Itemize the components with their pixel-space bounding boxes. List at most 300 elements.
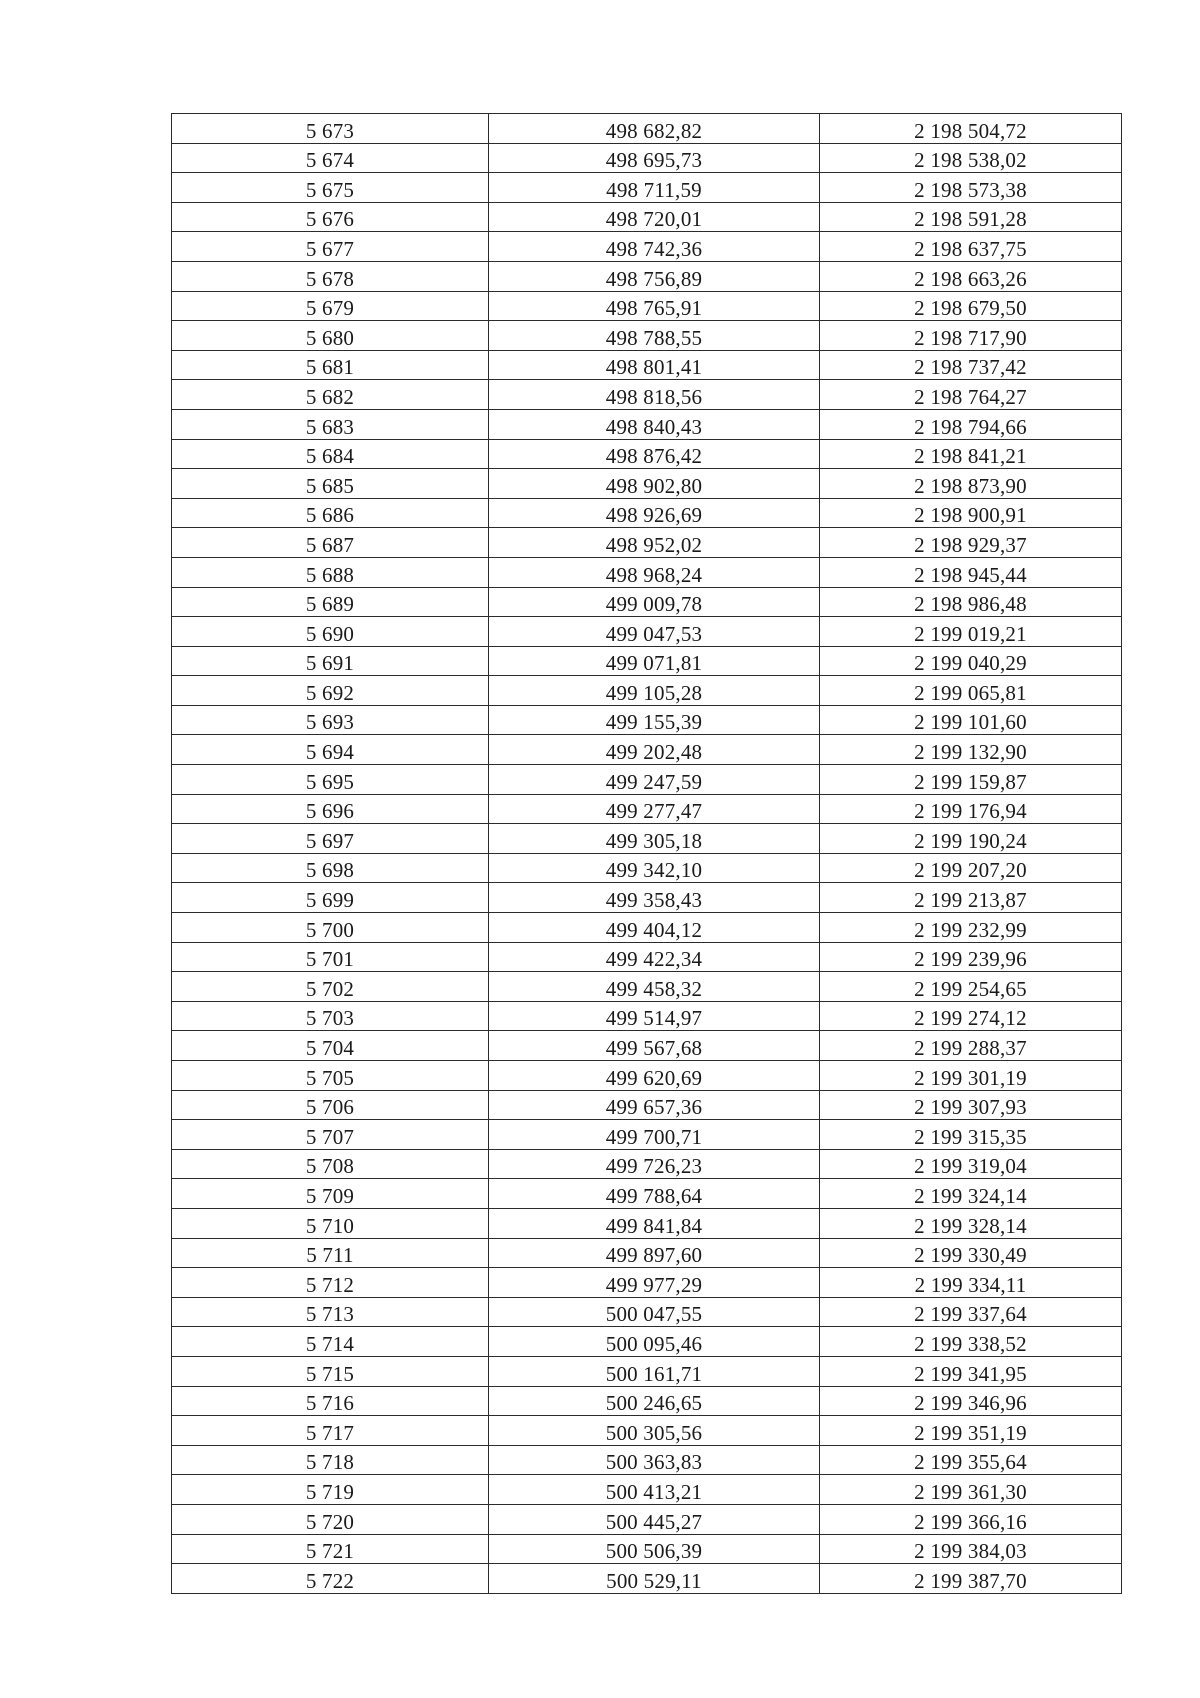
point-number-cell <box>172 439 489 469</box>
point-number-cell <box>172 232 489 262</box>
y-coordinate-cell <box>820 646 1122 676</box>
x-coordinate-cell <box>489 942 820 972</box>
x-coordinate-cell <box>489 1445 820 1475</box>
cell-text: 498 711,59 <box>606 177 702 202</box>
x-coordinate-cell <box>489 1534 820 1564</box>
point-number-cell <box>172 469 489 499</box>
x-coordinate-cell <box>489 1179 820 1209</box>
x-coordinate-cell <box>489 1386 820 1416</box>
x-coordinate-cell <box>489 1208 820 1238</box>
cell-text: 499 422,34 <box>605 947 703 972</box>
y-coordinate-cell <box>820 1149 1122 1179</box>
cell-text: 2 199 232,99 <box>914 917 1027 942</box>
point-number-cell <box>172 261 489 291</box>
x-coordinate-cell <box>489 587 820 617</box>
table-row <box>172 824 1122 854</box>
point-number-cell <box>172 350 489 380</box>
y-coordinate-cell <box>820 735 1122 765</box>
y-coordinate-cell <box>820 1386 1122 1416</box>
cell-text: 499 458,32 <box>605 976 703 1001</box>
table-row <box>172 1208 1122 1238</box>
cell-text: 5 696 <box>305 799 355 824</box>
point-number-cell <box>172 1327 489 1357</box>
y-coordinate-cell <box>820 409 1122 439</box>
cell-text: 499 788,64 <box>605 1183 703 1208</box>
x-coordinate-cell <box>489 1475 820 1505</box>
cell-text: 499 358,43 <box>605 888 703 913</box>
point-number-cell <box>172 1356 489 1386</box>
cell-text: 5 675 <box>305 177 355 202</box>
y-coordinate-cell <box>820 1416 1122 1446</box>
y-coordinate-cell <box>820 439 1122 469</box>
table-row <box>172 883 1122 913</box>
cell-text: 5 719 <box>305 1479 355 1504</box>
cell-text: 5 697 <box>305 828 355 853</box>
cell-text: 5 698 <box>305 858 355 883</box>
table-row <box>172 409 1122 439</box>
cell-text: 2 199 159,87 <box>914 769 1027 794</box>
cell-text: 499 977,29 <box>605 1272 703 1297</box>
x-coordinate-cell <box>489 380 820 410</box>
cell-text: 5 677 <box>305 236 355 261</box>
cell-text: 5 687 <box>305 532 355 557</box>
y-coordinate-cell <box>820 143 1122 173</box>
cell-text: 2 199 384,03 <box>914 1539 1027 1564</box>
cell-text: 2 199 019,21 <box>914 621 1027 646</box>
y-coordinate-cell <box>820 1238 1122 1268</box>
x-coordinate-cell <box>489 617 820 647</box>
table-row <box>172 646 1122 676</box>
cell-text: 500 529,11 <box>606 1568 702 1593</box>
point-number-cell <box>172 202 489 232</box>
point-number-cell <box>172 1504 489 1534</box>
table-row <box>172 557 1122 587</box>
cell-text: 5 684 <box>305 444 355 469</box>
cell-text: 500 305,56 <box>605 1420 703 1445</box>
cell-text: 2 199 254,65 <box>914 976 1027 1001</box>
table-row <box>172 114 1122 144</box>
cell-text: 2 199 274,12 <box>914 1006 1027 1031</box>
cell-text: 2 199 351,19 <box>914 1420 1027 1445</box>
cell-text: 500 413,21 <box>605 1479 703 1504</box>
x-coordinate-cell <box>489 321 820 351</box>
cell-text: 2 198 573,38 <box>914 177 1027 202</box>
point-number-cell <box>172 1120 489 1150</box>
cell-text: 499 155,39 <box>605 710 703 735</box>
x-coordinate-cell <box>489 173 820 203</box>
x-coordinate-cell <box>489 676 820 706</box>
cell-text: 499 202,48 <box>605 740 703 765</box>
cell-text: 498 788,55 <box>605 325 703 350</box>
cell-text: 2 199 330,49 <box>914 1243 1027 1268</box>
point-number-cell <box>172 1149 489 1179</box>
cell-text: 499 247,59 <box>605 769 703 794</box>
cell-text: 500 047,55 <box>605 1302 703 1327</box>
coordinates-table <box>171 113 1122 1594</box>
cell-text: 499 047,53 <box>605 621 703 646</box>
cell-text: 2 199 132,90 <box>914 740 1027 765</box>
x-coordinate-cell <box>489 1356 820 1386</box>
y-coordinate-cell <box>820 705 1122 735</box>
x-coordinate-cell <box>489 883 820 913</box>
cell-text: 5 678 <box>305 266 355 291</box>
cell-text: 5 722 <box>305 1568 355 1593</box>
cell-text: 2 199 315,35 <box>914 1124 1027 1149</box>
x-coordinate-cell <box>489 232 820 262</box>
point-number-cell <box>172 1061 489 1091</box>
table-row <box>172 1504 1122 1534</box>
table-row <box>172 173 1122 203</box>
y-coordinate-cell <box>820 617 1122 647</box>
x-coordinate-cell <box>489 1416 820 1446</box>
table-row <box>172 202 1122 232</box>
cell-text: 498 756,89 <box>605 266 703 291</box>
cell-text: 2 198 986,48 <box>914 592 1027 617</box>
cell-text: 2 198 663,26 <box>914 266 1027 291</box>
point-number-cell <box>172 1268 489 1298</box>
point-number-cell <box>172 1564 489 1594</box>
y-coordinate-cell <box>820 1327 1122 1357</box>
cell-text: 2 198 900,91 <box>914 503 1027 528</box>
cell-text: 498 876,42 <box>605 444 703 469</box>
cell-text: 499 726,23 <box>605 1154 703 1179</box>
cell-text: 2 199 338,52 <box>914 1331 1027 1356</box>
point-number-cell <box>172 646 489 676</box>
x-coordinate-cell <box>489 1268 820 1298</box>
cell-text: 2 199 387,70 <box>914 1568 1027 1593</box>
y-coordinate-cell <box>820 202 1122 232</box>
table-row <box>172 735 1122 765</box>
y-coordinate-cell <box>820 587 1122 617</box>
y-coordinate-cell <box>820 676 1122 706</box>
point-number-cell <box>172 1386 489 1416</box>
table-row <box>172 1356 1122 1386</box>
point-number-cell <box>172 824 489 854</box>
cell-text: 2 199 288,37 <box>914 1036 1027 1060</box>
x-coordinate-cell <box>489 114 820 144</box>
x-coordinate-cell <box>489 439 820 469</box>
table-row <box>172 1238 1122 1268</box>
y-coordinate-cell <box>820 528 1122 558</box>
x-coordinate-cell <box>489 1120 820 1150</box>
point-number-cell <box>172 143 489 173</box>
point-number-cell <box>172 1475 489 1505</box>
table-row <box>172 321 1122 351</box>
cell-text: 5 703 <box>305 1006 355 1031</box>
cell-text: 5 707 <box>305 1124 355 1149</box>
x-coordinate-cell <box>489 261 820 291</box>
y-coordinate-cell <box>820 1120 1122 1150</box>
cell-text: 2 199 337,64 <box>914 1302 1027 1327</box>
cell-text: 2 198 945,44 <box>914 562 1027 587</box>
x-coordinate-cell <box>489 291 820 321</box>
point-number-cell <box>172 321 489 351</box>
cell-text: 2 199 213,87 <box>914 888 1027 913</box>
cell-text: 5 713 <box>305 1302 355 1327</box>
cell-text: 2 198 679,50 <box>914 296 1027 321</box>
y-coordinate-cell <box>820 1534 1122 1564</box>
x-coordinate-cell <box>489 1504 820 1534</box>
cell-text: 499 841,84 <box>605 1213 703 1238</box>
y-coordinate-cell <box>820 498 1122 528</box>
x-coordinate-cell <box>489 409 820 439</box>
table-row <box>172 1090 1122 1120</box>
y-coordinate-cell <box>820 380 1122 410</box>
table-row <box>172 439 1122 469</box>
table-row <box>172 261 1122 291</box>
y-coordinate-cell <box>820 114 1122 144</box>
table-row <box>172 291 1122 321</box>
table-row <box>172 1327 1122 1357</box>
cell-text: 498 840,43 <box>605 414 703 439</box>
cell-text: 5 709 <box>305 1183 355 1208</box>
cell-text: 499 342,10 <box>605 858 703 883</box>
cell-text: 498 682,82 <box>605 118 703 143</box>
cell-text: 5 682 <box>305 384 355 409</box>
cell-text: 499 105,28 <box>605 680 703 705</box>
y-coordinate-cell <box>820 972 1122 1002</box>
x-coordinate-cell <box>489 705 820 735</box>
cell-text: 5 688 <box>305 562 355 587</box>
x-coordinate-cell <box>489 794 820 824</box>
y-coordinate-cell <box>820 1208 1122 1238</box>
cell-text: 2 198 717,90 <box>914 325 1027 350</box>
cell-text: 498 765,91 <box>605 296 703 321</box>
y-coordinate-cell <box>820 824 1122 854</box>
point-number-cell <box>172 1090 489 1120</box>
x-coordinate-cell <box>489 1149 820 1179</box>
x-coordinate-cell <box>489 469 820 499</box>
cell-text: 2 199 361,30 <box>914 1479 1027 1504</box>
point-number-cell <box>172 1297 489 1327</box>
cell-text: 5 721 <box>305 1539 355 1564</box>
cell-text: 5 676 <box>305 207 355 232</box>
y-coordinate-cell <box>820 261 1122 291</box>
y-coordinate-cell <box>820 1475 1122 1505</box>
cell-text: 2 198 794,66 <box>914 414 1027 439</box>
cell-text: 2 199 176,94 <box>914 799 1027 824</box>
cell-text: 499 514,97 <box>605 1006 703 1031</box>
table-row <box>172 676 1122 706</box>
cell-text: 2 199 207,20 <box>914 858 1027 883</box>
cell-text: 5 680 <box>305 325 355 350</box>
cell-text: 499 071,81 <box>605 651 703 676</box>
cell-text: 498 818,56 <box>605 384 703 409</box>
table-row <box>172 1268 1122 1298</box>
point-number-cell <box>172 853 489 883</box>
cell-text: 499 404,12 <box>605 917 703 942</box>
x-coordinate-cell <box>489 1061 820 1091</box>
table-row <box>172 1416 1122 1446</box>
y-coordinate-cell <box>820 1001 1122 1031</box>
point-number-cell <box>172 1179 489 1209</box>
y-coordinate-cell <box>820 1268 1122 1298</box>
cell-text: 2 199 355,64 <box>914 1450 1027 1475</box>
cell-text: 2 198 841,21 <box>914 444 1027 469</box>
table-row <box>172 1031 1122 1061</box>
x-coordinate-cell <box>489 557 820 587</box>
table-row <box>172 1564 1122 1594</box>
cell-text: 499 657,36 <box>605 1095 703 1120</box>
table-row <box>172 617 1122 647</box>
y-coordinate-cell <box>820 291 1122 321</box>
y-coordinate-cell <box>820 942 1122 972</box>
cell-text: 498 695,73 <box>605 148 703 173</box>
cell-text: 498 926,69 <box>605 503 703 528</box>
point-number-cell <box>172 913 489 943</box>
cell-text: 2 199 301,19 <box>914 1065 1027 1090</box>
point-number-cell <box>172 380 489 410</box>
point-number-cell <box>172 1416 489 1446</box>
cell-text: 499 700,71 <box>605 1124 703 1149</box>
point-number-cell <box>172 765 489 795</box>
cell-text: 498 952,02 <box>605 532 703 557</box>
cell-text: 498 801,41 <box>605 355 703 380</box>
table-row <box>172 765 1122 795</box>
y-coordinate-cell <box>820 913 1122 943</box>
table-row <box>172 380 1122 410</box>
x-coordinate-cell <box>489 972 820 1002</box>
cell-text: 5 701 <box>305 947 355 972</box>
cell-text: 2 199 346,96 <box>914 1391 1027 1416</box>
cell-text: 5 686 <box>305 503 355 528</box>
cell-text: 5 689 <box>305 592 355 617</box>
coordinates-table-body <box>172 114 1122 1594</box>
cell-text: 2 199 190,24 <box>914 828 1027 853</box>
table-row <box>172 1445 1122 1475</box>
cell-text: 500 095,46 <box>605 1331 703 1356</box>
table-row <box>172 853 1122 883</box>
cell-text: 498 902,80 <box>605 473 703 498</box>
cell-text: 5 691 <box>305 651 355 676</box>
point-number-cell <box>172 676 489 706</box>
table-row <box>172 942 1122 972</box>
table-row <box>172 143 1122 173</box>
y-coordinate-cell <box>820 883 1122 913</box>
table-row <box>172 232 1122 262</box>
cell-text: 498 968,24 <box>605 562 703 587</box>
point-number-cell <box>172 883 489 913</box>
x-coordinate-cell <box>489 1327 820 1357</box>
x-coordinate-cell <box>489 1564 820 1594</box>
cell-text: 2 199 324,14 <box>914 1183 1027 1208</box>
table-row <box>172 1149 1122 1179</box>
cell-text: 5 716 <box>305 1391 355 1416</box>
cell-text: 5 690 <box>305 621 355 646</box>
table-row <box>172 1001 1122 1031</box>
y-coordinate-cell <box>820 1090 1122 1120</box>
point-number-cell <box>172 972 489 1002</box>
cell-text: 5 693 <box>305 710 355 735</box>
cell-text: 2 199 319,04 <box>914 1154 1027 1179</box>
y-coordinate-cell <box>820 1179 1122 1209</box>
cell-text: 5 706 <box>305 1095 355 1120</box>
cell-text: 2 199 366,16 <box>914 1509 1027 1534</box>
point-number-cell <box>172 735 489 765</box>
point-number-cell <box>172 409 489 439</box>
cell-text: 2 199 065,81 <box>914 680 1027 705</box>
cell-text: 5 683 <box>305 414 355 439</box>
y-coordinate-cell <box>820 1356 1122 1386</box>
cell-text: 499 009,78 <box>605 592 703 617</box>
x-coordinate-cell <box>489 913 820 943</box>
table-row <box>172 469 1122 499</box>
y-coordinate-cell <box>820 1031 1122 1061</box>
x-coordinate-cell <box>489 350 820 380</box>
y-coordinate-cell <box>820 1504 1122 1534</box>
table-row <box>172 528 1122 558</box>
y-coordinate-cell <box>820 350 1122 380</box>
cell-text: 5 673 <box>305 118 355 143</box>
y-coordinate-cell <box>820 1061 1122 1091</box>
cell-text: 5 679 <box>305 296 355 321</box>
table-row <box>172 498 1122 528</box>
x-coordinate-cell <box>489 853 820 883</box>
cell-text: 2 198 764,27 <box>914 384 1027 409</box>
cell-text: 2 198 637,75 <box>914 236 1027 261</box>
cell-text: 5 692 <box>305 680 355 705</box>
y-coordinate-cell <box>820 1297 1122 1327</box>
table-row <box>172 972 1122 1002</box>
table-row <box>172 1297 1122 1327</box>
cell-text: 2 199 328,14 <box>914 1213 1027 1238</box>
cell-text: 500 445,27 <box>605 1509 703 1534</box>
cell-text: 2 199 101,60 <box>914 710 1027 735</box>
cell-text: 5 711 <box>306 1243 354 1268</box>
cell-text: 5 694 <box>305 740 355 765</box>
point-number-cell <box>172 528 489 558</box>
cell-text: 5 715 <box>305 1361 355 1386</box>
point-number-cell <box>172 557 489 587</box>
x-coordinate-cell <box>489 1001 820 1031</box>
y-coordinate-cell <box>820 557 1122 587</box>
point-number-cell <box>172 1534 489 1564</box>
cell-text: 500 161,71 <box>605 1361 703 1386</box>
cell-text: 2 199 307,93 <box>914 1095 1027 1120</box>
point-number-cell <box>172 617 489 647</box>
cell-text: 500 363,83 <box>605 1450 703 1475</box>
cell-text: 499 305,18 <box>605 828 703 853</box>
y-coordinate-cell <box>820 321 1122 351</box>
x-coordinate-cell <box>489 1031 820 1061</box>
cell-text: 5 681 <box>305 355 355 380</box>
point-number-cell <box>172 705 489 735</box>
point-number-cell <box>172 1445 489 1475</box>
y-coordinate-cell <box>820 232 1122 262</box>
cell-text: 5 699 <box>305 888 355 913</box>
cell-text: 2 199 334,11 <box>914 1272 1027 1297</box>
point-number-cell <box>172 291 489 321</box>
point-number-cell <box>172 587 489 617</box>
point-number-cell <box>172 1238 489 1268</box>
cell-text: 5 718 <box>305 1450 355 1475</box>
cell-text: 2 199 239,96 <box>914 947 1027 972</box>
table-row <box>172 587 1122 617</box>
cell-text: 500 506,39 <box>605 1539 703 1564</box>
point-number-cell <box>172 114 489 144</box>
table-row <box>172 1534 1122 1564</box>
cell-text: 5 695 <box>305 769 355 794</box>
x-coordinate-cell <box>489 202 820 232</box>
x-coordinate-cell <box>489 143 820 173</box>
cell-text: 2 198 504,72 <box>914 118 1027 143</box>
cell-text: 2 198 591,28 <box>914 207 1027 232</box>
cell-text: 2 199 341,95 <box>914 1361 1027 1386</box>
point-number-cell <box>172 1031 489 1061</box>
y-coordinate-cell <box>820 1564 1122 1594</box>
point-number-cell <box>172 794 489 824</box>
y-coordinate-cell <box>820 794 1122 824</box>
